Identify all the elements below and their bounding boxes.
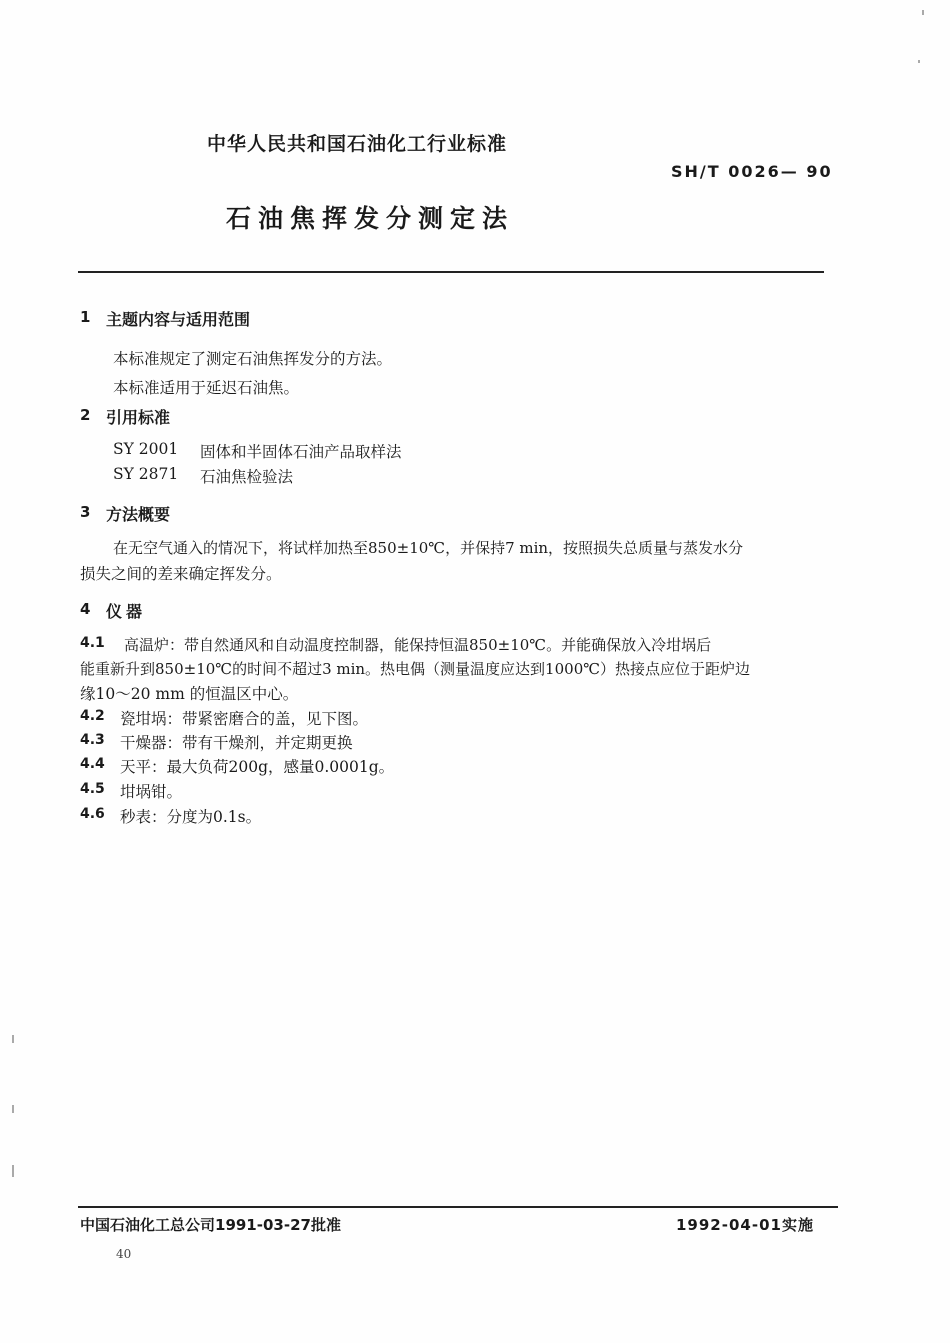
item-number: 4.3 [80,732,105,748]
section-3-number: 3 [80,503,91,521]
section-1-paragraph-2: 本标准适用于延迟石油焦。 [113,379,300,397]
item-text: 坩埚钳。 [120,783,183,801]
section-1-paragraph-1: 本标准规定了测定石油焦挥发分的方法。 [113,350,393,368]
item-number: 4.4 [80,756,105,772]
item-number: 4.6 [80,806,105,822]
item-4-1-line-1: 高温炉：带自然通风和自动温度控制器，能保持恒温850±10℃。并能确保放入冷坩埚后 [124,636,712,654]
section-4-number: 4 [80,600,91,618]
section-3-title: 方法概要 [106,505,171,524]
item-text: 秒表：分度为0.1s。 [120,808,262,826]
reference-name: 石油焦检验法 [200,468,294,486]
reference-name: 固体和半固体石油产品取样法 [200,443,402,461]
section-3-line-1: 在无空气通入的情况下，将试样加热至850±10℃，并保持7 min，按照损失总质量与蒸发水分 [113,539,744,557]
reference-code: SY 2871 [113,465,179,483]
page-number: 40 [116,1247,132,1261]
section-2-title: 引用标准 [106,408,171,427]
item-text: 瓷坩埚：带紧密磨合的盖，见下图。 [120,710,369,728]
section-2-number: 2 [80,406,91,424]
header-rule [78,271,824,273]
section-1-number: 1 [80,308,91,326]
approval-text: 中国石油化工总公司1991-03-27批准 [80,1216,341,1234]
item-number: 4.2 [80,708,105,724]
section-4-title: 仪器 [106,602,147,621]
item-number: 4.5 [80,781,105,797]
scan-speck [12,1105,14,1113]
section-3-line-2: 损失之间的差来确定挥发分。 [80,565,282,583]
item-text: 干燥器：带有干燥剂，并定期更换 [120,734,353,752]
scan-speck [918,60,920,63]
document-title: 石油焦挥发分测定法 [226,204,515,233]
reference-code: SY 2001 [113,440,179,458]
section-1-title: 主题内容与适用范围 [106,310,251,329]
item-4-1-line-2: 能重新升到850±10℃的时间不超过3 min。热电偶（测量温度应达到1000℃）热接点应位于距炉边 [80,660,751,678]
effective-date: 1992-04-01实施 [676,1216,814,1234]
scan-speck [12,1035,14,1043]
item-number: 4.1 [80,635,105,651]
footer-rule [78,1206,838,1208]
scan-speck [12,1165,14,1177]
issuing-body-title: 中华人民共和国石油化工行业标准 [207,133,508,155]
standard-code: SH/T 0026— 90 [671,162,833,181]
item-4-1-line-3: 缘10～20 mm 的恒温区中心。 [80,685,299,703]
scan-speck [922,10,924,15]
item-text: 天平：最大负荷200g，感量0.0001g。 [120,758,395,776]
